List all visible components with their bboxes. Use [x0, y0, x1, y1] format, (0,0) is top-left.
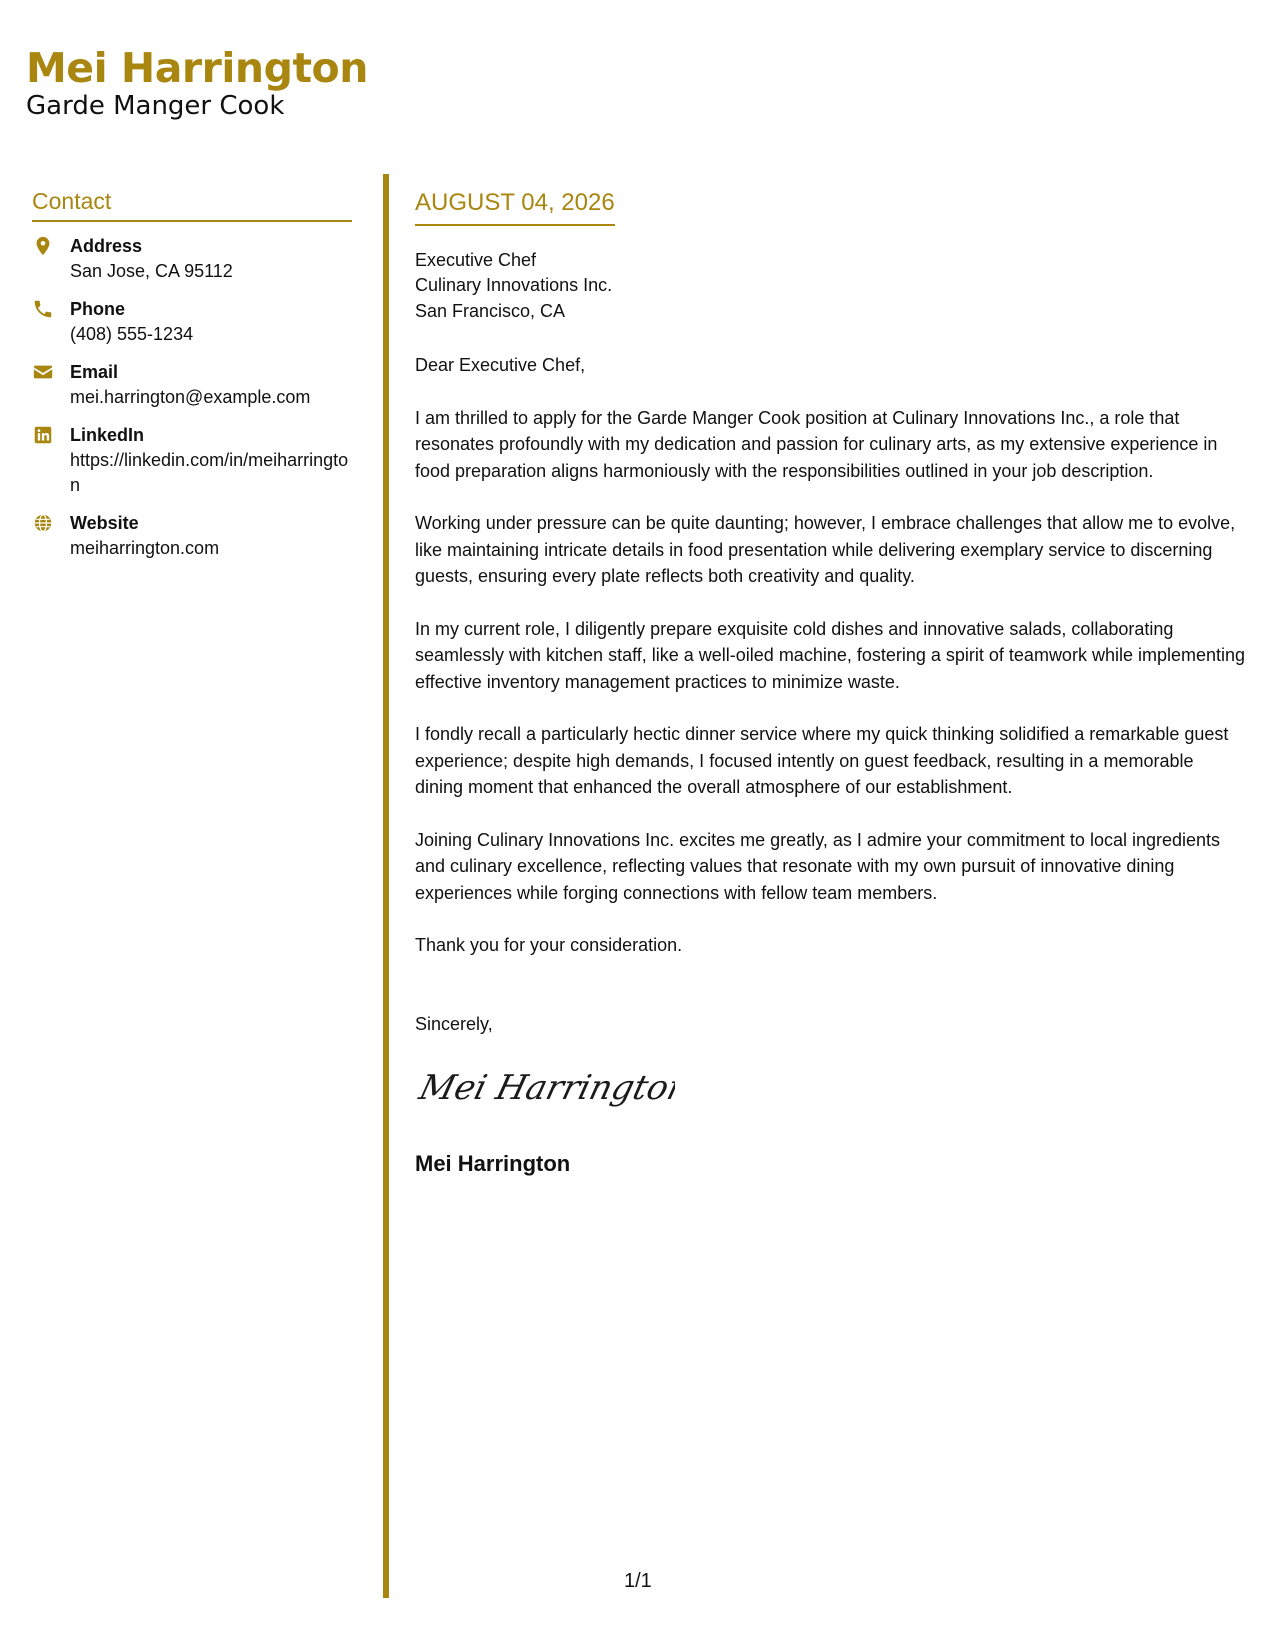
closing: Sincerely,: [415, 1013, 493, 1034]
letter-paragraph: I am thrilled to apply for the Garde Manger Cook position at Culinary Innovations Inc., a role that resonates profoundly with my dedication and passion for culinary arts, as my extensive experience in food preparation aligns harmoniously with the responsibilities outlined in your job description.: [415, 407, 1218, 481]
contact-label: LinkedIn: [70, 425, 145, 445]
contact-item-linkedin: [32, 423, 352, 498]
website-value[interactable]: meiharrington.com: [70, 538, 220, 558]
linkedin-value[interactable]: https://linkedin.com/in/meiharrington: [70, 450, 349, 495]
contact-item-phone: [32, 297, 352, 347]
applicant-name: Mei Harrington: [26, 44, 368, 92]
signer-name: Mei Harrington: [415, 1150, 571, 1176]
contact-sidebar: [32, 188, 352, 574]
linkedin-icon: [32, 424, 54, 446]
letter-paragraph: Working under pressure can be quite daunting; however, I embrace challenges that allow me to evolve, like maintaining intricate details in food presentation while delivering exemplary service to discerning guests, ensuring every plate reflects both creativity and quality.: [415, 513, 1236, 586]
envelope-icon: [32, 361, 54, 383]
phone-value: (408) 555-1234: [70, 324, 194, 344]
map-pin-icon: [32, 235, 54, 257]
recipient-block: [415, 248, 1245, 325]
contact-label: Address: [70, 236, 143, 256]
contact-label: Phone: [70, 299, 126, 319]
contact-label: Email: [70, 362, 119, 382]
contact-heading: Contact: [32, 188, 352, 222]
letter-paragraph: Thank you for your consideration.: [415, 935, 683, 955]
letter-date: AUGUST 04, 2026: [415, 190, 615, 226]
salutation: Dear Executive Chef,: [415, 355, 586, 375]
contact-item-website: [32, 511, 352, 561]
vertical-divider: [383, 174, 389, 1598]
recipient-line: Executive Chef: [415, 249, 537, 270]
contact-item-email: [32, 360, 352, 410]
globe-icon: [32, 512, 54, 534]
handwritten-signature: [415, 1061, 675, 1121]
email-value: mei.harrington@example.com: [70, 387, 311, 407]
applicant-job-title: Garde Manger Cook: [26, 91, 285, 122]
signature-text: Mei Harrington: [415, 1068, 675, 1108]
letter-paragraph: In my current role, I diligently prepare exquisite cold dishes and innovative salads, collaborating seamlessly with kitchen staff, like a well-oiled machine, fostering a spirit of teamwork while implementing effective inventory management practices to minimize waste.: [415, 618, 1246, 692]
contact-label: Website: [70, 513, 139, 533]
recipient-line: San Francisco, CA: [415, 300, 566, 321]
address-value: San Jose, CA 95112: [70, 261, 233, 281]
recipient-line: Culinary Innovations Inc.: [415, 275, 613, 295]
resume-header: [26, 44, 368, 122]
contact-item-address: [32, 234, 352, 284]
page-number: 1/1: [624, 1570, 652, 1592]
letter-body: [415, 190, 1245, 1177]
letter-paragraph: I fondly recall a particularly hectic dinner service where my quick thinking solidified a remarkable guest experience; despite high demands, I focused intently on guest feedback, resulting in a memorable dining moment that enhanced the overall atmosphere of our establishment.: [415, 724, 1229, 797]
letter-paragraph: Joining Culinary Innovations Inc. excites me greatly, as I admire your commitment to local ingredients and culinary excellence, reflecting values that resonate with my own pursuit of innovative dining experiences while forging connections with fellow team members.: [415, 829, 1221, 903]
phone-icon: [32, 298, 54, 320]
